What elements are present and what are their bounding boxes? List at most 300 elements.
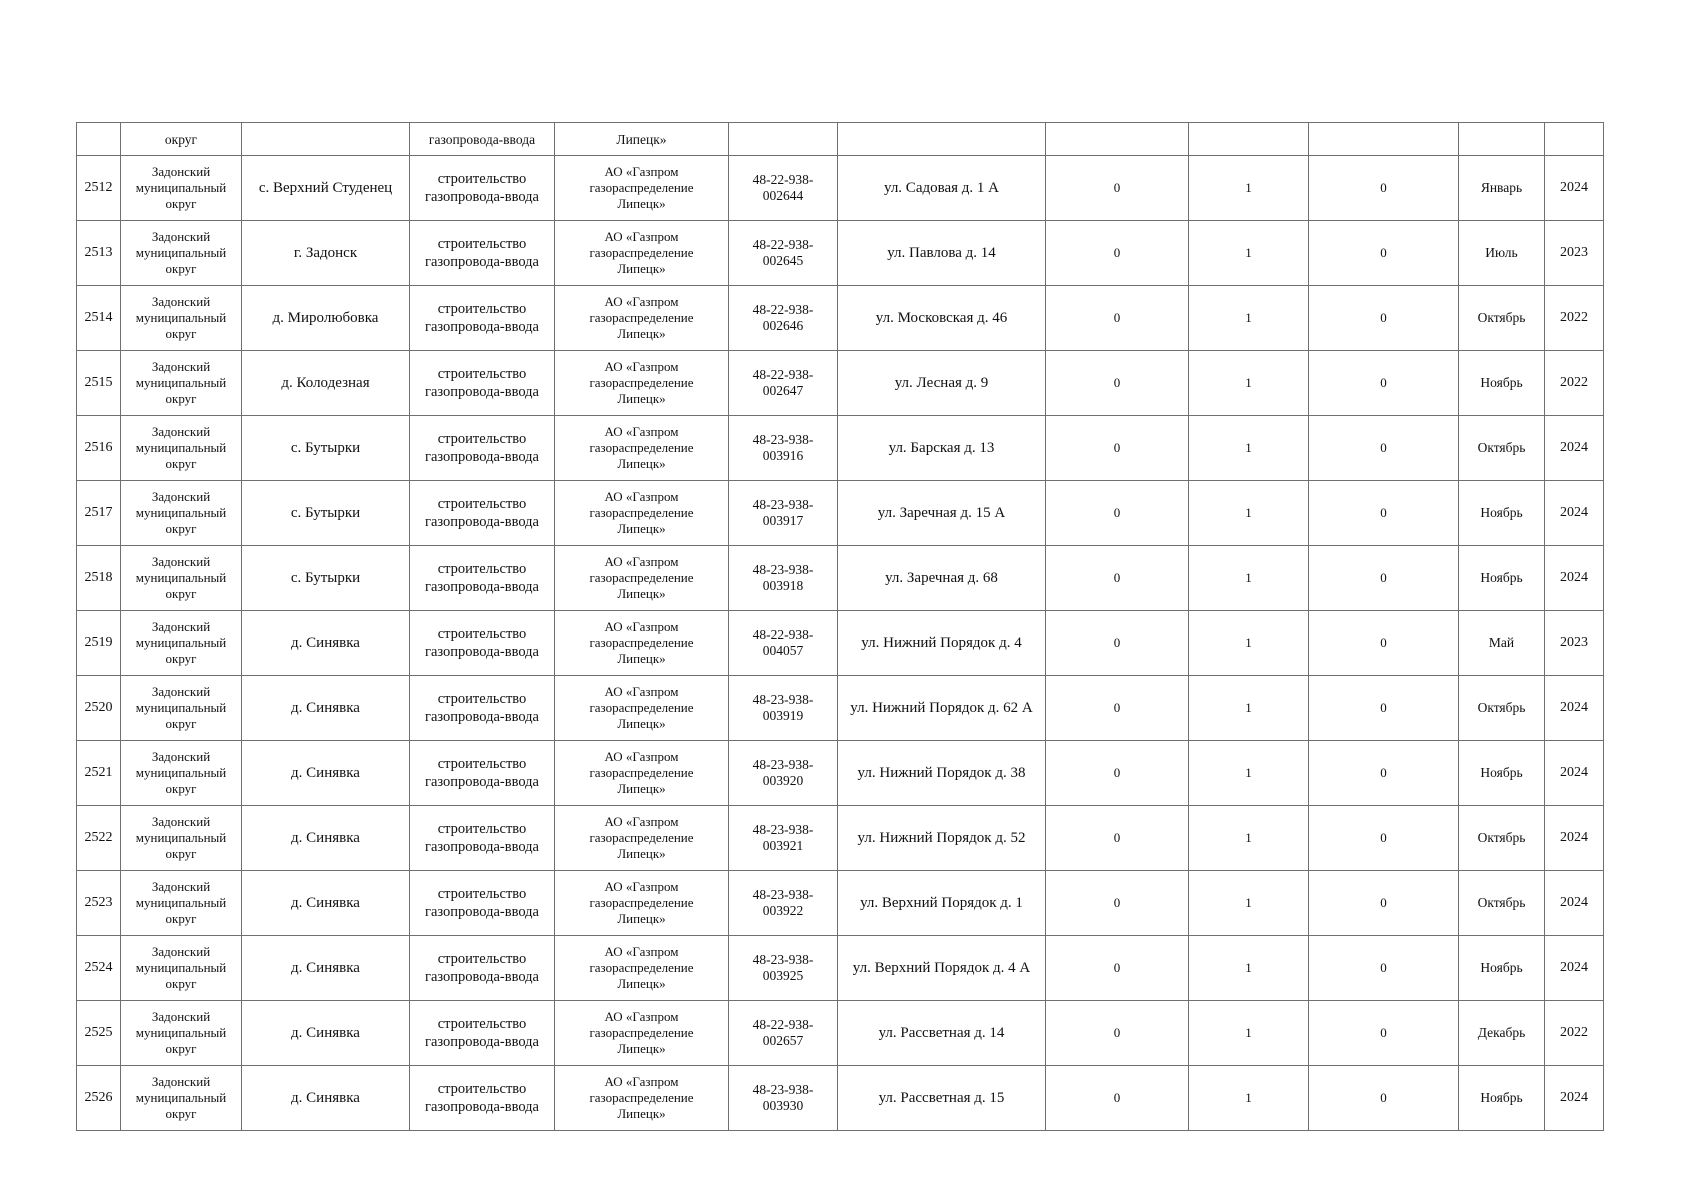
cell-work-line: строительство [437, 756, 527, 772]
cell-municipality-line: муниципальный [135, 440, 227, 455]
cell-municipality [121, 741, 242, 806]
cell-month: Май [1459, 611, 1545, 676]
cell-municipality-line: округ [165, 521, 197, 536]
cell-work-line: строительство [437, 886, 527, 902]
cell-id [729, 676, 838, 741]
cell-municipality-line: округ [165, 1106, 197, 1121]
cell-year: 2023 [1545, 221, 1604, 286]
cell-id-line: 48-23-938- [752, 1082, 814, 1097]
cell-id-line: 48-22-938- [752, 1017, 814, 1032]
cell-num: 2521 [77, 741, 121, 806]
cell-value-2: 1 [1189, 286, 1309, 351]
cell-work-line: газопровода-ввода [425, 904, 539, 920]
cell-value-3: 0 [1309, 741, 1459, 806]
cell-id [729, 546, 838, 611]
cell-work-line: газопровода-ввода [425, 839, 539, 855]
cell-address: ул. Рассветная д. 15 [838, 1066, 1046, 1131]
cell-org-line: Липецк» [617, 521, 666, 536]
cell-municipality [121, 611, 242, 676]
cell-month: Октябрь [1459, 286, 1545, 351]
cell-value-3: 0 [1309, 286, 1459, 351]
cell-id [729, 1066, 838, 1131]
cell-org-line: АО «Газпром [604, 619, 679, 634]
cell-value-3: 0 [1309, 481, 1459, 546]
cell-org-line: Липецк» [617, 1041, 666, 1056]
cell-address: ул. Заречная д. 68 [838, 546, 1046, 611]
cell-work-line: газопровода-ввода [425, 579, 539, 595]
cell-work-line: газопровода-ввода [425, 969, 539, 985]
cell-municipality-line: Задонский [151, 554, 211, 569]
cell-org-line: газораспределение [589, 765, 694, 780]
cell-settlement: д. Синявка [242, 1066, 410, 1131]
cell-value-2: 1 [1189, 156, 1309, 221]
cell-address: ул. Барская д. 13 [838, 416, 1046, 481]
cell-value-3: 0 [1309, 871, 1459, 936]
cell-municipality-line: округ [165, 651, 197, 666]
cell-value-2: 1 [1189, 741, 1309, 806]
cell-value-1 [1046, 123, 1189, 156]
cell-settlement: д. Миролюбовка [242, 286, 410, 351]
cell-month: Июль [1459, 221, 1545, 286]
cell-month: Ноябрь [1459, 481, 1545, 546]
cell-value-3 [1309, 123, 1459, 156]
cell-org-line: газораспределение [589, 635, 694, 650]
cell-settlement: д. Синявка [242, 1001, 410, 1066]
cell-value-2 [1189, 123, 1309, 156]
cell-id [729, 123, 838, 156]
cell-municipality-line: округ [165, 196, 197, 211]
cell-org-line: газораспределение [589, 505, 694, 520]
cell-id-line: 48-22-938- [752, 172, 814, 187]
cell-org-line: АО «Газпром [604, 359, 679, 374]
cell-value-1: 0 [1046, 546, 1189, 611]
cell-org-line: газораспределение [589, 895, 694, 910]
cell-settlement [242, 123, 410, 156]
cell-address: ул. Московская д. 46 [838, 286, 1046, 351]
cell-municipality-line: муниципальный [135, 765, 227, 780]
cell-work-line: газопровода-ввода [425, 254, 539, 270]
cell-id-line: 003921 [762, 838, 804, 853]
cell-work-line: строительство [437, 691, 527, 707]
cell-month: Ноябрь [1459, 546, 1545, 611]
cell-num: 2516 [77, 416, 121, 481]
cell-municipality: округ [121, 123, 242, 156]
cell-id-line: 002645 [762, 253, 804, 268]
cell-org-line: газораспределение [589, 375, 694, 390]
table-row [77, 676, 1604, 741]
cell-org: Липецк» [555, 123, 729, 156]
table-row [77, 221, 1604, 286]
cell-id-line: 48-22-938- [752, 302, 814, 317]
cell-org-line: Липецк» [617, 911, 666, 926]
cell-municipality [121, 416, 242, 481]
table-row [77, 1066, 1604, 1131]
cell-org [555, 1066, 729, 1131]
cell-value-1: 0 [1046, 481, 1189, 546]
cell-municipality-line: муниципальный [135, 635, 227, 650]
cell-value-1: 0 [1046, 936, 1189, 1001]
cell-month: Октябрь [1459, 871, 1545, 936]
cell-settlement: д. Синявка [242, 936, 410, 1001]
cell-id-line: 48-23-938- [752, 887, 814, 902]
cell-address: ул. Садовая д. 1 А [838, 156, 1046, 221]
cell-org-line: Липецк» [617, 716, 666, 731]
cell-address: ул. Павлова д. 14 [838, 221, 1046, 286]
cell-municipality-line: Задонский [151, 1009, 211, 1024]
cell-id-line: 002644 [762, 188, 804, 203]
cell-org-line: Липецк» [617, 391, 666, 406]
cell-municipality-line: муниципальный [135, 700, 227, 715]
cell-municipality-line: Задонский [151, 489, 211, 504]
cell-org [555, 806, 729, 871]
cell-num: 2525 [77, 1001, 121, 1066]
cell-address: ул. Нижний Порядок д. 52 [838, 806, 1046, 871]
cell-work [410, 871, 555, 936]
cell-year: 2024 [1545, 936, 1604, 1001]
cell-id-line: 003919 [762, 708, 804, 723]
cell-municipality-line: Задонский [151, 424, 211, 439]
cell-org [555, 611, 729, 676]
cell-municipality-line: округ [165, 326, 197, 341]
cell-id-line: 003925 [762, 968, 804, 983]
cell-address: ул. Верхний Порядок д. 1 [838, 871, 1046, 936]
cell-value-3: 0 [1309, 806, 1459, 871]
cell-municipality-line: Задонский [151, 229, 211, 244]
cell-work-line: газопровода-ввода [425, 514, 539, 530]
cell-municipality-line: округ [165, 1041, 197, 1056]
cell-id-line: 48-23-938- [752, 497, 814, 512]
cell-municipality [121, 546, 242, 611]
cell-value-2: 1 [1189, 416, 1309, 481]
cell-work [410, 286, 555, 351]
cell-work [410, 1001, 555, 1066]
cell-org-line: АО «Газпром [604, 294, 679, 309]
cell-id [729, 156, 838, 221]
cell-work-line: газопровода-ввода [425, 189, 539, 205]
cell-address: ул. Верхний Порядок д. 4 А [838, 936, 1046, 1001]
cell-id-line: 48-22-938- [752, 367, 814, 382]
cell-num: 2524 [77, 936, 121, 1001]
cell-org-line: газораспределение [589, 960, 694, 975]
cell-org-line: АО «Газпром [604, 814, 679, 829]
cell-value-2: 1 [1189, 806, 1309, 871]
cell-work [410, 741, 555, 806]
cell-month: Октябрь [1459, 676, 1545, 741]
continuation-row [77, 123, 1604, 156]
cell-num: 2526 [77, 1066, 121, 1131]
table-row [77, 481, 1604, 546]
cell-municipality-line: Задонский [151, 359, 211, 374]
cell-id [729, 221, 838, 286]
cell-municipality-line: округ [165, 846, 197, 861]
cell-municipality [121, 871, 242, 936]
table-row [77, 156, 1604, 221]
cell-num: 2517 [77, 481, 121, 546]
cell-org-line: газораспределение [589, 1090, 694, 1105]
cell-work [410, 1066, 555, 1131]
cell-org [555, 546, 729, 611]
cell-id-line: 48-22-938- [752, 237, 814, 252]
cell-value-2: 1 [1189, 481, 1309, 546]
cell-year: 2022 [1545, 351, 1604, 416]
cell-id-line: 48-23-938- [752, 952, 814, 967]
cell-org-line: АО «Газпром [604, 684, 679, 699]
cell-id-line: 48-22-938- [752, 627, 814, 642]
cell-year: 2024 [1545, 741, 1604, 806]
cell-id [729, 611, 838, 676]
cell-value-3: 0 [1309, 1066, 1459, 1131]
cell-work-line: газопровода-ввода [425, 1034, 539, 1050]
cell-value-1: 0 [1046, 611, 1189, 676]
cell-work-line: газопровода-ввода [425, 384, 539, 400]
table-body [77, 123, 1604, 1131]
cell-value-2: 1 [1189, 871, 1309, 936]
cell-work [410, 351, 555, 416]
cell-work-line: строительство [437, 1081, 527, 1097]
cell-value-2: 1 [1189, 546, 1309, 611]
cell-municipality-line: округ [165, 261, 197, 276]
cell-municipality-line: Задонский [151, 684, 211, 699]
cell-value-1: 0 [1046, 156, 1189, 221]
cell-year: 2024 [1545, 676, 1604, 741]
cell-org-line: газораспределение [589, 180, 694, 195]
cell-settlement: д. Синявка [242, 676, 410, 741]
table-row [77, 546, 1604, 611]
cell-municipality-line: муниципальный [135, 830, 227, 845]
cell-org [555, 221, 729, 286]
cell-org-line: газораспределение [589, 570, 694, 585]
cell-work-line: газопровода-ввода [425, 709, 539, 725]
cell-org-line: АО «Газпром [604, 229, 679, 244]
cell-value-1: 0 [1046, 1066, 1189, 1131]
cell-value-3: 0 [1309, 156, 1459, 221]
cell-id [729, 1001, 838, 1066]
cell-org [555, 1001, 729, 1066]
cell-month: Ноябрь [1459, 351, 1545, 416]
cell-org-line: Липецк» [617, 846, 666, 861]
cell-work-line: газопровода-ввода [425, 1099, 539, 1115]
cell-value-3: 0 [1309, 611, 1459, 676]
cell-municipality-line: муниципальный [135, 375, 227, 390]
cell-id-line: 48-23-938- [752, 822, 814, 837]
cell-value-3: 0 [1309, 936, 1459, 1001]
cell-org [555, 871, 729, 936]
cell-work-line: газопровода-ввода [425, 319, 539, 335]
cell-municipality [121, 1066, 242, 1131]
registry-table [76, 122, 1604, 1131]
cell-settlement: г. Задонск [242, 221, 410, 286]
cell-municipality-line: Задонский [151, 294, 211, 309]
cell-work [410, 156, 555, 221]
cell-work-line: строительство [437, 496, 527, 512]
table-row [77, 351, 1604, 416]
cell-id [729, 286, 838, 351]
cell-municipality-line: Задонский [151, 944, 211, 959]
cell-work-line: строительство [437, 236, 527, 252]
cell-org-line: Липецк» [617, 326, 666, 341]
cell-municipality [121, 286, 242, 351]
cell-value-2: 1 [1189, 351, 1309, 416]
cell-org-line: АО «Газпром [604, 749, 679, 764]
cell-year: 2024 [1545, 481, 1604, 546]
cell-num: 2515 [77, 351, 121, 416]
cell-value-2: 1 [1189, 221, 1309, 286]
cell-municipality-line: Задонский [151, 1074, 211, 1089]
cell-work [410, 416, 555, 481]
cell-value-3: 0 [1309, 416, 1459, 481]
cell-work-line: строительство [437, 366, 527, 382]
cell-work-line: газопровода-ввода [425, 644, 539, 660]
cell-work-line: газопровода-ввода [425, 449, 539, 465]
cell-id [729, 806, 838, 871]
cell-work-line: строительство [437, 1016, 527, 1032]
cell-settlement: с. Бутырки [242, 416, 410, 481]
cell-value-2: 1 [1189, 936, 1309, 1001]
cell-id-line: 48-23-938- [752, 562, 814, 577]
cell-address: ул. Заречная д. 15 А [838, 481, 1046, 546]
table-row [77, 611, 1604, 676]
cell-settlement: д. Синявка [242, 871, 410, 936]
cell-num [77, 123, 121, 156]
cell-settlement: д. Колодезная [242, 351, 410, 416]
cell-year: 2022 [1545, 1001, 1604, 1066]
cell-settlement: д. Синявка [242, 806, 410, 871]
cell-org-line: Липецк» [617, 456, 666, 471]
cell-work-line: строительство [437, 171, 527, 187]
cell-id-line: 002647 [762, 383, 804, 398]
cell-work [410, 221, 555, 286]
cell-municipality-line: округ [165, 456, 197, 471]
cell-id-line: 48-23-938- [752, 757, 814, 772]
cell-num: 2520 [77, 676, 121, 741]
cell-org [555, 481, 729, 546]
table-row [77, 806, 1604, 871]
cell-year: 2024 [1545, 871, 1604, 936]
cell-value-3: 0 [1309, 351, 1459, 416]
cell-address: ул. Нижний Порядок д. 38 [838, 741, 1046, 806]
cell-org-line: газораспределение [589, 830, 694, 845]
cell-month: Декабрь [1459, 1001, 1545, 1066]
cell-org-line: АО «Газпром [604, 1074, 679, 1089]
cell-municipality [121, 1001, 242, 1066]
cell-value-1: 0 [1046, 871, 1189, 936]
cell-work [410, 611, 555, 676]
cell-municipality-line: Задонский [151, 164, 211, 179]
cell-org-line: Липецк» [617, 976, 666, 991]
cell-org-line: АО «Газпром [604, 164, 679, 179]
cell-org-line: Липецк» [617, 781, 666, 796]
cell-municipality-line: муниципальный [135, 1090, 227, 1105]
cell-month: Январь [1459, 156, 1545, 221]
cell-num: 2514 [77, 286, 121, 351]
cell-municipality-line: округ [165, 976, 197, 991]
cell-municipality-line: муниципальный [135, 310, 227, 325]
cell-work [410, 936, 555, 1001]
cell-id-line: 003917 [762, 513, 804, 528]
cell-address: ул. Нижний Порядок д. 4 [838, 611, 1046, 676]
cell-num: 2518 [77, 546, 121, 611]
cell-year: 2022 [1545, 286, 1604, 351]
cell-month: Октябрь [1459, 806, 1545, 871]
cell-org-line: АО «Газпром [604, 554, 679, 569]
cell-value-3: 0 [1309, 221, 1459, 286]
document-page [76, 122, 1603, 1131]
cell-id [729, 481, 838, 546]
cell-month: Октябрь [1459, 416, 1545, 481]
cell-work: газопровода-ввода [410, 123, 555, 156]
cell-org-line: Липецк» [617, 196, 666, 211]
cell-num: 2519 [77, 611, 121, 676]
cell-org [555, 416, 729, 481]
cell-id [729, 741, 838, 806]
table-row [77, 1001, 1604, 1066]
cell-municipality-line: округ [165, 716, 197, 731]
cell-municipality-line: Задонский [151, 749, 211, 764]
cell-municipality-line: округ [165, 911, 197, 926]
cell-address: ул. Нижний Порядок д. 62 А [838, 676, 1046, 741]
cell-id-line: 003920 [762, 773, 804, 788]
cell-year: 2024 [1545, 546, 1604, 611]
cell-municipality-line: округ [165, 586, 197, 601]
cell-value-1: 0 [1046, 741, 1189, 806]
cell-work [410, 481, 555, 546]
cell-municipality-line: муниципальный [135, 895, 227, 910]
table-row [77, 286, 1604, 351]
cell-municipality-line: муниципальный [135, 570, 227, 585]
cell-org [555, 676, 729, 741]
cell-month: Ноябрь [1459, 936, 1545, 1001]
cell-work-line: строительство [437, 626, 527, 642]
table-row [77, 936, 1604, 1001]
cell-year: 2024 [1545, 156, 1604, 221]
cell-month: Ноябрь [1459, 741, 1545, 806]
cell-municipality [121, 806, 242, 871]
cell-value-1: 0 [1046, 676, 1189, 741]
cell-id [729, 416, 838, 481]
cell-org-line: АО «Газпром [604, 944, 679, 959]
cell-work [410, 546, 555, 611]
cell-municipality [121, 676, 242, 741]
cell-id-line: 003930 [762, 1098, 804, 1113]
cell-org [555, 286, 729, 351]
cell-municipality-line: округ [165, 781, 197, 796]
cell-year: 2024 [1545, 806, 1604, 871]
cell-id-line: 002657 [762, 1033, 804, 1048]
cell-work-line: строительство [437, 561, 527, 577]
cell-id-line: 48-23-938- [752, 432, 814, 447]
cell-value-2: 1 [1189, 1001, 1309, 1066]
cell-work [410, 676, 555, 741]
cell-year: 2024 [1545, 416, 1604, 481]
cell-org-line: газораспределение [589, 1025, 694, 1040]
cell-id [729, 351, 838, 416]
cell-value-2: 1 [1189, 676, 1309, 741]
cell-value-2: 1 [1189, 1066, 1309, 1131]
cell-settlement: с. Бутырки [242, 481, 410, 546]
cell-org-line: газораспределение [589, 700, 694, 715]
cell-org [555, 741, 729, 806]
cell-municipality-line: муниципальный [135, 1025, 227, 1040]
cell-municipality [121, 481, 242, 546]
cell-work-line: строительство [437, 301, 527, 317]
cell-org-line: Липецк» [617, 1106, 666, 1121]
cell-address [838, 123, 1046, 156]
cell-id-line: 003916 [762, 448, 804, 463]
cell-year: 2023 [1545, 611, 1604, 676]
cell-municipality-line: Задонский [151, 814, 211, 829]
cell-org [555, 936, 729, 1001]
cell-id-line: 002646 [762, 318, 804, 333]
